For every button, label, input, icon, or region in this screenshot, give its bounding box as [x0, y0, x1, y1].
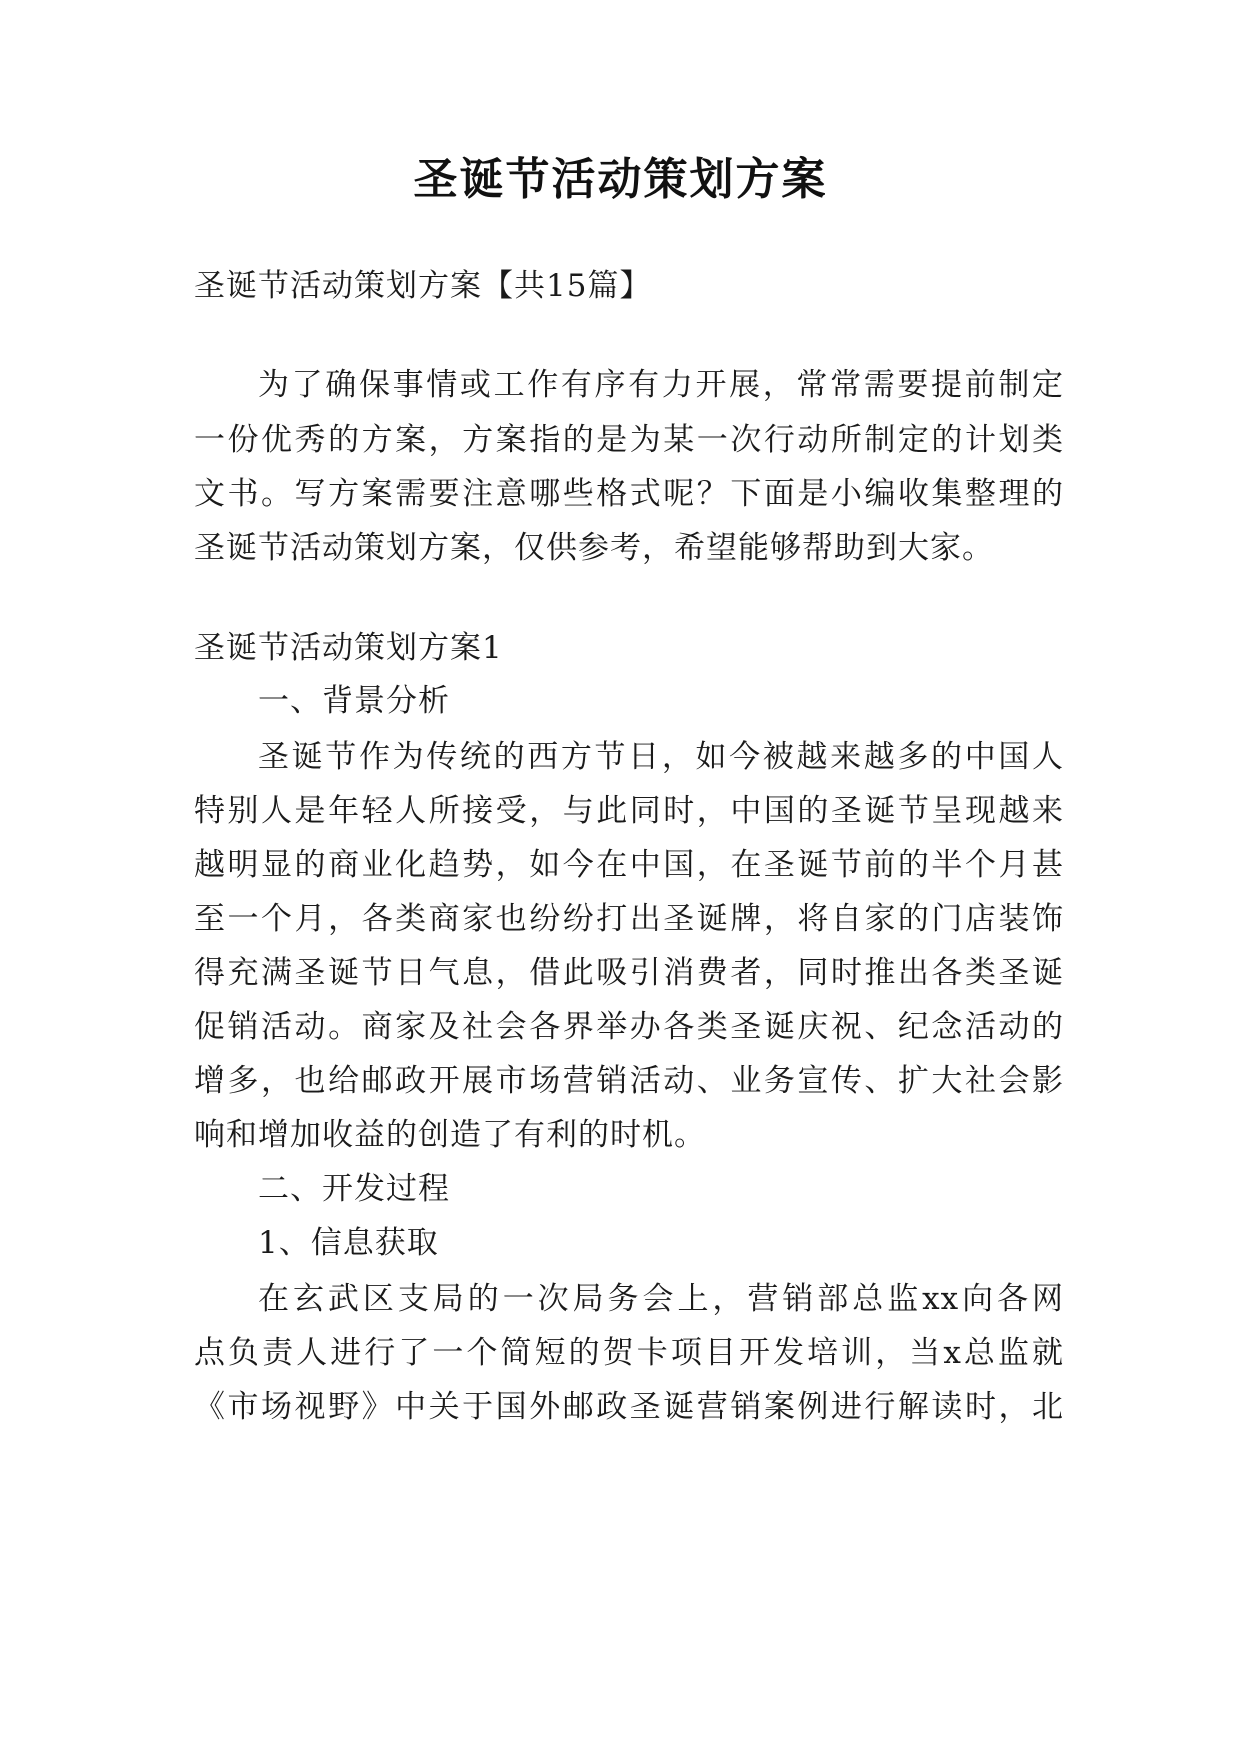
background-line-7: 增多，也给邮政开展市场营销活动、业务宣传、扩大社会影: [194, 1063, 1064, 1099]
background-line-8: 响和增加收益的创造了有利的时机。: [194, 1117, 706, 1153]
background-line-2: 特别人是年轻人所接受，与此同时，中国的圣诞节呈现越来: [194, 793, 1064, 829]
intro-line-3: 文书。写方案需要注意哪些格式呢？下面是小编收集整理的: [194, 476, 1064, 512]
heading-background: 一、背景分析: [258, 683, 450, 719]
background-line-1: 圣诞节作为传统的西方节日，如今被越来越多的中国人: [258, 739, 1064, 775]
intro-line-1: 为了确保事情或工作有序有力开展，常常需要提前制定: [258, 367, 1064, 403]
heading-process: 二、开发过程: [258, 1171, 450, 1207]
document-subtitle: 圣诞节活动策划方案【共15篇】: [194, 268, 652, 304]
section-title: 圣诞节活动策划方案1: [194, 630, 503, 666]
document-title: 圣诞节活动策划方案: [413, 154, 828, 205]
intro-line-4: 圣诞节活动策划方案，仅供参考，希望能够帮助到大家。: [194, 530, 994, 566]
background-line-6: 促销活动。商家及社会各界举办各类圣诞庆祝、纪念活动的: [194, 1009, 1064, 1045]
background-line-4: 至一个月，各类商家也纷纷打出圣诞牌，将自家的门店装饰: [194, 901, 1064, 937]
info-line-1: 在玄武区支局的一次局务会上，营销部总监xx向各网: [258, 1281, 1064, 1317]
info-line-3: 《市场视野》中关于国外邮政圣诞营销案例进行解读时，北: [194, 1389, 1064, 1425]
background-line-5: 得充满圣诞节日气息，借此吸引消费者，同时推出各类圣诞: [194, 955, 1064, 991]
heading-info: 1、信息获取: [258, 1225, 439, 1261]
intro-line-2: 一份优秀的方案，方案指的是为某一次行动所制定的计划类: [194, 422, 1064, 458]
background-line-3: 越明显的商业化趋势，如今在中国，在圣诞节前的半个月甚: [194, 847, 1064, 883]
info-line-2: 点负责人进行了一个简短的贺卡项目开发培训，当x总监就: [194, 1335, 1064, 1371]
